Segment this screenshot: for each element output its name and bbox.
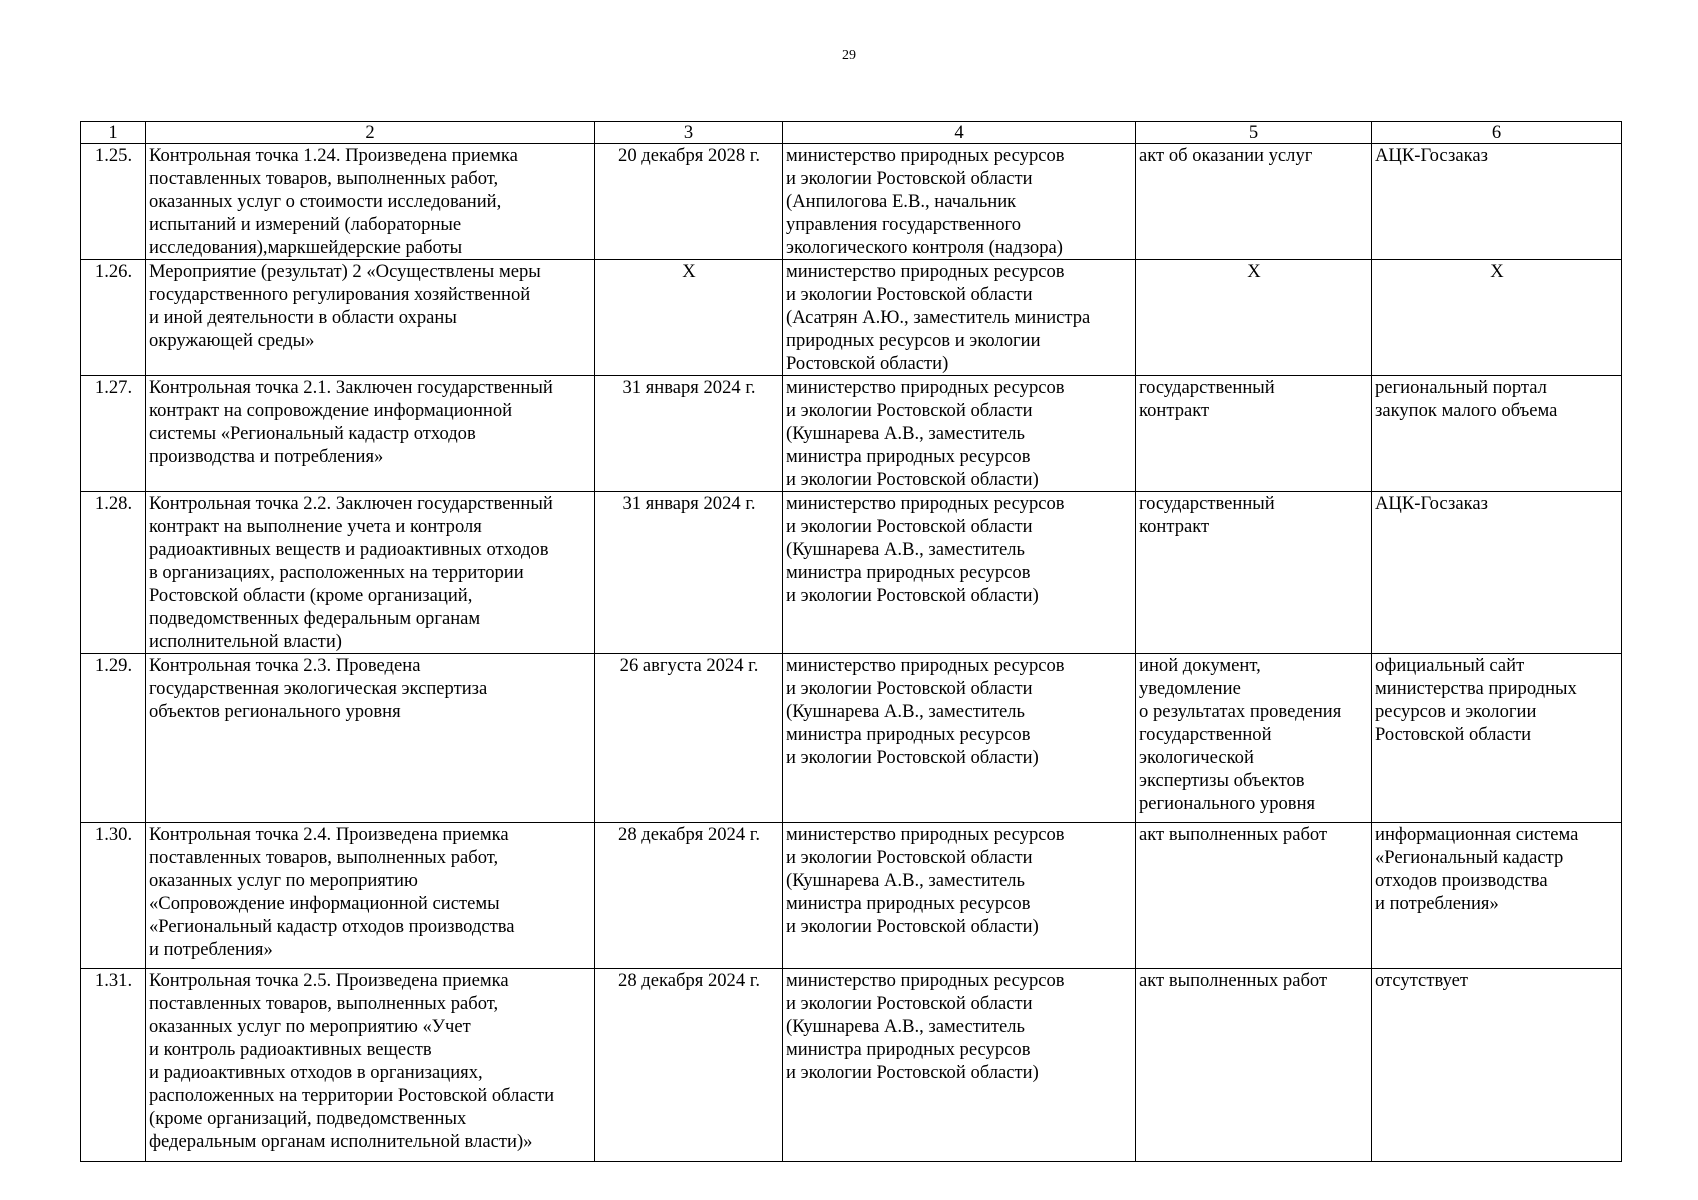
table-row (81, 654, 1622, 823)
row-responsible: министерство природных ресурсов и экологии Ростовской области (Кушнарева А.В., заместитель министра природных ресурсов и экологии Ростовской области) (783, 823, 1136, 969)
control-points-table (80, 121, 1622, 1162)
row-name: Мероприятие (результат) 2 «Осуществлены меры государственного регулирования хозяйственной и иной деятельности в области охраны окружающей среды» (146, 260, 595, 376)
row-system: АЦК-Госзаказ (1372, 492, 1622, 654)
row-responsible: министерство природных ресурсов и экологии Ростовской области (Кушнарева А.В., заместитель министра природных ресурсов и экологии Ростовской области) (783, 492, 1136, 654)
row-responsible: министерство природных ресурсов и экологии Ростовской области (Кушнарева А.В., заместитель министра природных ресурсов и экологии Ростовской области) (783, 654, 1136, 823)
table-row (81, 969, 1622, 1162)
table-row (81, 376, 1622, 492)
column-header-2: 2 (146, 122, 595, 144)
row-name: Контрольная точка 2.5. Произведена приемка поставленных товаров, выполненных работ, оказанных услуг по мероприятию «Учет и контроль радиоактивных веществ и радиоактивных отходов в организациях, расположенных на территории Ростовской области (кроме организаций, подведомственных федеральным органам исполнительной власти)» (146, 969, 595, 1162)
page-number: 29 (842, 48, 856, 63)
row-system: АЦК-Госзаказ (1372, 144, 1622, 260)
row-document: Х (1136, 260, 1372, 376)
row-number: 1.28. (81, 492, 146, 654)
row-document: государственный контракт (1136, 376, 1372, 492)
row-name: Контрольная точка 2.3. Проведена государственная экологическая экспертиза объектов регионального уровня (146, 654, 595, 823)
row-system: отсутствует (1372, 969, 1622, 1162)
row-document: акт выполненных работ (1136, 969, 1372, 1162)
row-date: Х (595, 260, 783, 376)
row-number: 1.30. (81, 823, 146, 969)
row-date: 28 декабря 2024 г. (595, 969, 783, 1162)
row-system: Х (1372, 260, 1622, 376)
row-document: акт об оказании услуг (1136, 144, 1372, 260)
row-number: 1.25. (81, 144, 146, 260)
column-header-1: 1 (81, 122, 146, 144)
column-header-3: 3 (595, 122, 783, 144)
row-date: 28 декабря 2024 г. (595, 823, 783, 969)
column-header-4: 4 (783, 122, 1136, 144)
table-row (81, 492, 1622, 654)
row-date: 26 августа 2024 г. (595, 654, 783, 823)
table-row (81, 144, 1622, 260)
row-system: региональный портал закупок малого объема (1372, 376, 1622, 492)
row-responsible: министерство природных ресурсов и экологии Ростовской области (Кушнарева А.В., заместитель министра природных ресурсов и экологии Ростовской области) (783, 969, 1136, 1162)
row-number: 1.29. (81, 654, 146, 823)
table-row (81, 260, 1622, 376)
table-row (81, 823, 1622, 969)
row-date: 31 января 2024 г. (595, 492, 783, 654)
row-name: Контрольная точка 1.24. Произведена приемка поставленных товаров, выполненных работ, оказанных услуг о стоимости исследований, испытаний и измерений (лабораторные исследования),маркшейдерские работы (146, 144, 595, 260)
row-system: информационная система «Региональный кадастр отходов производства и потребления» (1372, 823, 1622, 969)
row-number: 1.26. (81, 260, 146, 376)
row-number: 1.27. (81, 376, 146, 492)
row-number: 1.31. (81, 969, 146, 1162)
row-system: официальный сайт министерства природных ресурсов и экологии Ростовской области (1372, 654, 1622, 823)
row-document: иной документ, уведомление о результатах проведения государственной экологической экспертизы объектов регионального уровня (1136, 654, 1372, 823)
row-name: Контрольная точка 2.2. Заключен государственный контракт на выполнение учета и контроля радиоактивных веществ и радиоактивных отходов в организациях, расположенных на территории Ростовской области (кроме организаций, подведомственных федеральным органам исполнительной власти) (146, 492, 595, 654)
row-responsible: министерство природных ресурсов и экологии Ростовской области (Анпилогова Е.В., начальник управления государственного экологического контроля (надзора) (783, 144, 1136, 260)
column-header-5: 5 (1136, 122, 1372, 144)
row-name: Контрольная точка 2.1. Заключен государственный контракт на сопровождение информационной системы «Региональный кадастр отходов производства и потребления» (146, 376, 595, 492)
column-header-6: 6 (1372, 122, 1622, 144)
row-document: государственный контракт (1136, 492, 1372, 654)
row-name: Контрольная точка 2.4. Произведена приемка поставленных товаров, выполненных работ, оказанных услуг по мероприятию «Сопровождение информационной системы «Региональный кадастр отходов производства и потребления» (146, 823, 595, 969)
row-date: 31 января 2024 г. (595, 376, 783, 492)
row-responsible: министерство природных ресурсов и экологии Ростовской области (Асатрян А.Ю., заместитель министра природных ресурсов и экологии Ростовской области) (783, 260, 1136, 376)
table-header-row (81, 122, 1622, 144)
row-date: 20 декабря 2028 г. (595, 144, 783, 260)
row-responsible: министерство природных ресурсов и экологии Ростовской области (Кушнарева А.В., заместитель министра природных ресурсов и экологии Ростовской области) (783, 376, 1136, 492)
row-document: акт выполненных работ (1136, 823, 1372, 969)
